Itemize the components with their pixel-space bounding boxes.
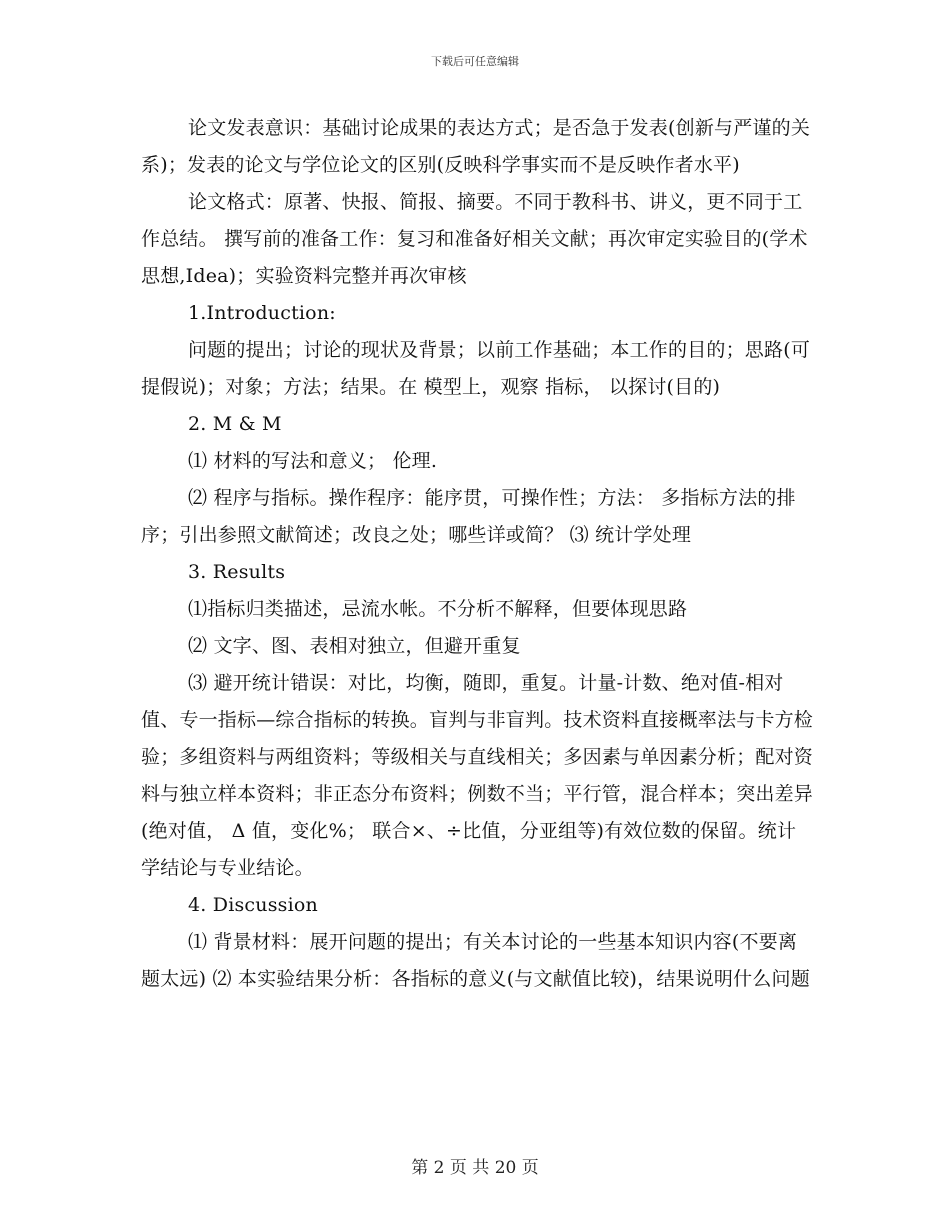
paragraph-results-1: ⑴指标归类描述，忌流水帐。不分析不解释，但要体现思路 [188, 598, 688, 620]
section-heading-introduction: 1.Introduction: [188, 302, 336, 324]
section-heading-results: 3. Results [188, 561, 286, 583]
paragraph-paper-format: 论文格式：原著、快报、简报、摘要。不同于教科书、讲义，更不同于工作总结。 撰写前的准备工作：复习和准备好相关文献；再次审定实验目的(学术思想,Idea)；实验资料完整并再次审核 [141, 191, 808, 287]
paragraph-results-3: ⑶ 避开统计错误：对比，均衡，随即，重复。计量-计数、绝对值-相对值、专一指标—综合指标的转换。盲判与非盲判。技术资料直接概率法与卡方检验；多组资料与两组资料；等级相关与直线相关；多因素与单因素分析；配对资料与独立样本资料；非正态分布资料；例数不当；平行管，混合样本；突出差异(绝对值， Δ 值，变化%； 联合×、÷比值，分亚组等)有效位数的保留。统计学结论与专业结论。 [141, 672, 814, 879]
paragraph-introduction: 问题的提出；讨论的现状及背景；以前工作基础；本工作的目的；思路(可提假说)；对象；方法；结果。在 模型上，观察 指标， 以探讨(目的) [141, 339, 811, 398]
section-heading-discussion: 4. Discussion [188, 894, 318, 916]
document-body [141, 110, 813, 998]
paragraph-discussion: ⑴ 背景材料：展开问题的提出；有关本讨论的一些基本知识内容(不要离题太远) ⑵ 本实验结果分析：各指标的意义(与文献值比较)，结果说明什么问题 [141, 931, 810, 990]
page-number: 第 2 页 共 20 页 [411, 1158, 539, 1178]
page-header-note: 下载后可任意编辑 [431, 55, 519, 68]
paragraph-publication-awareness: 论文发表意识：基础讨论成果的表达方式；是否急于发表(创新与严谨的关系)；发表的论文与学位论文的区别(反映科学事实而不是反映作者水平) [141, 117, 811, 176]
paragraph-results-2: ⑵ 文字、图、表相对独立，但避开重复 [188, 635, 521, 657]
paragraph-methods-2: ⑵ 程序与指标。操作程序：能序贯，可操作性；方法： 多指标方法的排序；引出参照文献简述；改良之处；哪些详或简？ ⑶ 统计学处理 [141, 487, 796, 546]
paragraph-methods-1: ⑴ 材料的写法和意义； 伦理. [188, 450, 438, 472]
section-heading-methods: 2. M & M [188, 413, 282, 435]
